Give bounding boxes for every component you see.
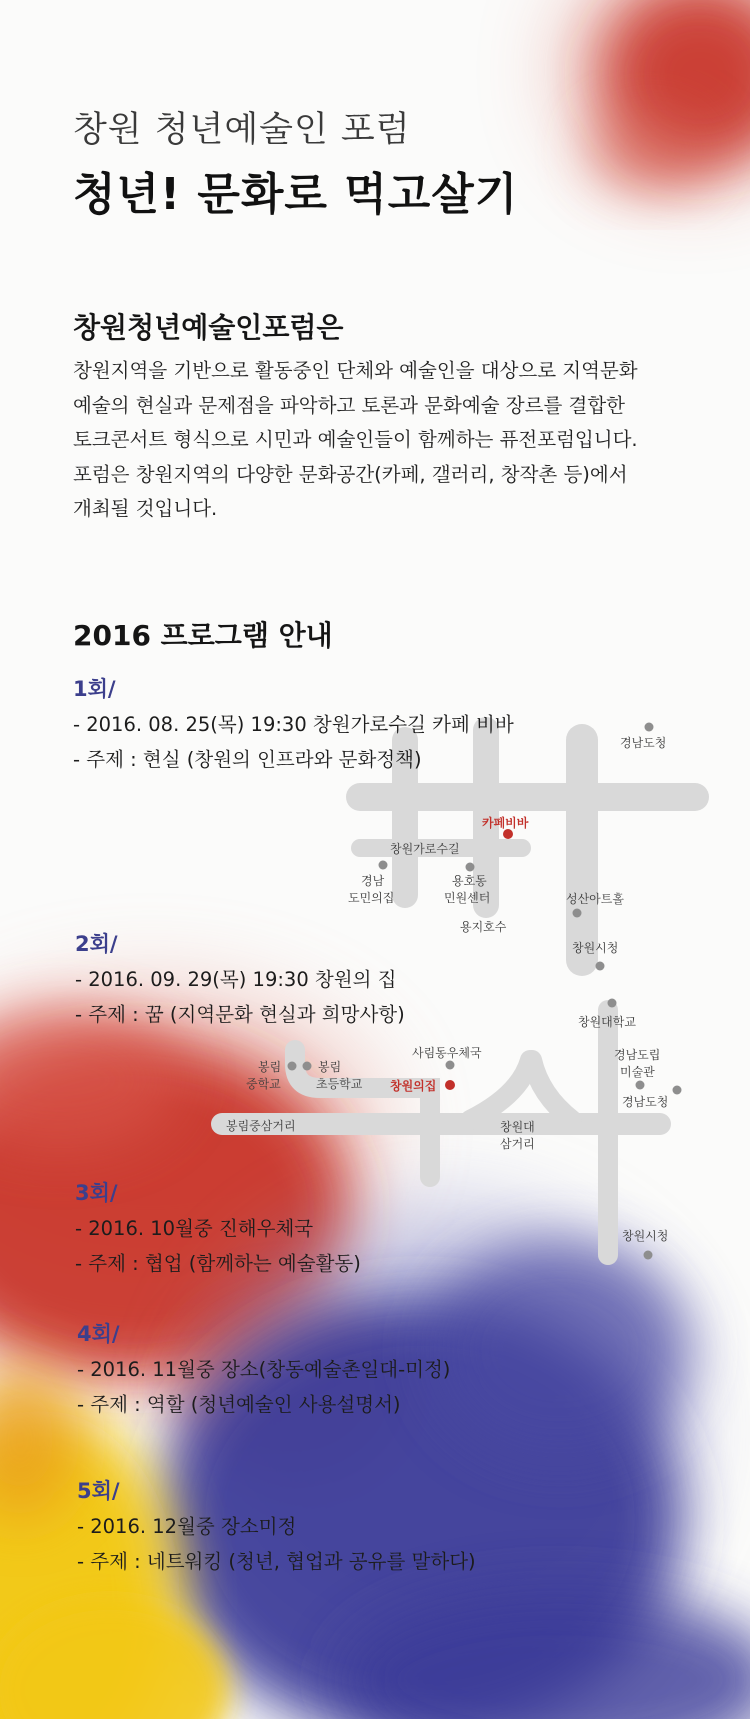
- map-1-point-seongsan: [573, 909, 582, 918]
- map-2-label-gn-office: 경남도청: [622, 1095, 669, 1109]
- session-number: 2회/: [75, 932, 118, 956]
- session-number: 5회/: [77, 1479, 120, 1503]
- map-1-point-gyeongnam-office: [645, 723, 654, 732]
- session-theme: - 주제 : 네트워킹 (청년, 협업과 공유를 말하다): [77, 1550, 476, 1573]
- map-2-label-gn-museum-2: 미술관: [620, 1065, 655, 1079]
- intro-heading: 창원청년예술인포럼은: [73, 311, 344, 344]
- intro-line: 창원지역을 기반으로 활동중인 단체와 예술인을 대상으로 지역문화: [73, 359, 638, 382]
- map-2-point-city-hall: [644, 1251, 653, 1260]
- map-1-label-city-hall: 창원시청: [572, 941, 619, 955]
- session-theme: - 주제 : 역할 (청년예술인 사용설명서): [77, 1393, 401, 1416]
- map-2-label-sarim-post: 사림동우체국: [412, 1046, 482, 1060]
- map-2-point-bongrim-elem: [303, 1062, 312, 1071]
- map-2-label-bongrim-middle-2: 중학교: [246, 1077, 281, 1091]
- session-date: - 2016. 09. 29(목) 19:30 창원의 집: [75, 968, 397, 991]
- session-theme: - 주제 : 협업 (함께하는 예술활동): [75, 1252, 361, 1275]
- session-3: [75, 1175, 361, 1281]
- map-1-label-yongji-lake: 용지호수: [460, 920, 507, 934]
- session-number: 3회/: [75, 1181, 118, 1205]
- map-2-label-cw-university: 창원대학교: [578, 1015, 636, 1029]
- map-1-label-yonghodong-2: 민원센터: [444, 891, 491, 905]
- session-theme: - 주제 : 현실 (창원의 인프라와 문화정책): [73, 748, 422, 771]
- session-5: [77, 1473, 476, 1579]
- map-1-point-cafe-viva: [503, 829, 513, 839]
- map-1-label-seongsan-art-hall: 성산아트홀: [566, 892, 624, 906]
- intro-line: 토크콘서트 형식으로 시민과 예술인들이 함께하는 퓨전포럼입니다.: [73, 428, 638, 451]
- map-2-label-bongrim-elem-2: 초등학교: [316, 1077, 363, 1091]
- map-1-label-yonghodong-1: 용호동: [452, 874, 487, 888]
- map-1-label-cafe-viva: 카페비바: [482, 816, 529, 830]
- map-2-label-univ-junction-2: 삼거리: [500, 1137, 535, 1151]
- map-1-point-city-hall: [596, 962, 605, 971]
- map-2-point-cw-university: [608, 999, 617, 1008]
- intro-line: 포럼은 창원지역의 다양한 문화공간(카페, 갤러리, 창작촌 등)에서: [73, 462, 628, 486]
- map-1-label-garosu-gil: 창원가로수길: [390, 842, 460, 856]
- map-2-label-cw-house: 창원의집: [390, 1079, 437, 1093]
- session-date: - 2016. 10월중 진해우체국: [75, 1217, 314, 1240]
- map-1-point-yonghodong: [466, 863, 475, 872]
- map-2-label-city-hall: 창원시청: [622, 1229, 669, 1243]
- map-2-label-bongrim-elem-1: 봉림: [318, 1060, 342, 1074]
- poster-title: 청년! 문화로 먹고살기: [73, 169, 519, 220]
- map-1-label-dominuijip-1: 경남: [361, 874, 385, 888]
- map-2-label-univ-junction-1: 창원대: [500, 1120, 535, 1134]
- session-date: - 2016. 12월중 장소미정: [77, 1515, 297, 1538]
- map-2-point-gn-museum: [636, 1081, 645, 1090]
- session-theme: - 주제 : 꿈 (지역문화 현실과 희망사항): [75, 1003, 405, 1026]
- intro-line: 예술의 현실과 문제점을 파악하고 토론과 문화예술 장르를 결합한: [73, 393, 625, 417]
- map-2-point-sarim-post: [446, 1061, 455, 1070]
- map-2-label-bongrim-middle-1: 봉림: [258, 1060, 282, 1074]
- session-1: [73, 671, 514, 777]
- program-heading: 2016 프로그램 안내: [73, 619, 333, 652]
- poster-subtitle: 창원 청년예술인 포럼: [73, 110, 411, 150]
- map-2-point-bongrim-middle: [288, 1062, 297, 1071]
- session-number: 1회/: [73, 677, 116, 701]
- session-number: 4회/: [77, 1322, 120, 1346]
- session-date: - 2016. 11월중 장소(창동예술촌일대-미정): [77, 1358, 451, 1381]
- map-1-label-dominuijip-2: 도민의집: [348, 891, 395, 905]
- map-2-point-cw-house: [445, 1080, 455, 1090]
- map-1-label-gyeongnam-office: 경남도청: [620, 736, 667, 750]
- map-1-point-dominuijip: [379, 861, 388, 870]
- map-2-point-gn-office: [673, 1086, 682, 1095]
- map-2-label-gn-museum-1: 경남도립: [614, 1048, 661, 1062]
- map-2-label-bongrim-junction: 봉림중삼거리: [226, 1119, 296, 1133]
- session-date: - 2016. 08. 25(목) 19:30 창원가로수길 카페 비바: [73, 713, 514, 736]
- session-4: [77, 1316, 450, 1422]
- intro-paragraph: [73, 354, 713, 527]
- session-2: [75, 926, 405, 1032]
- intro-line: 개최될 것입니다.: [73, 497, 218, 520]
